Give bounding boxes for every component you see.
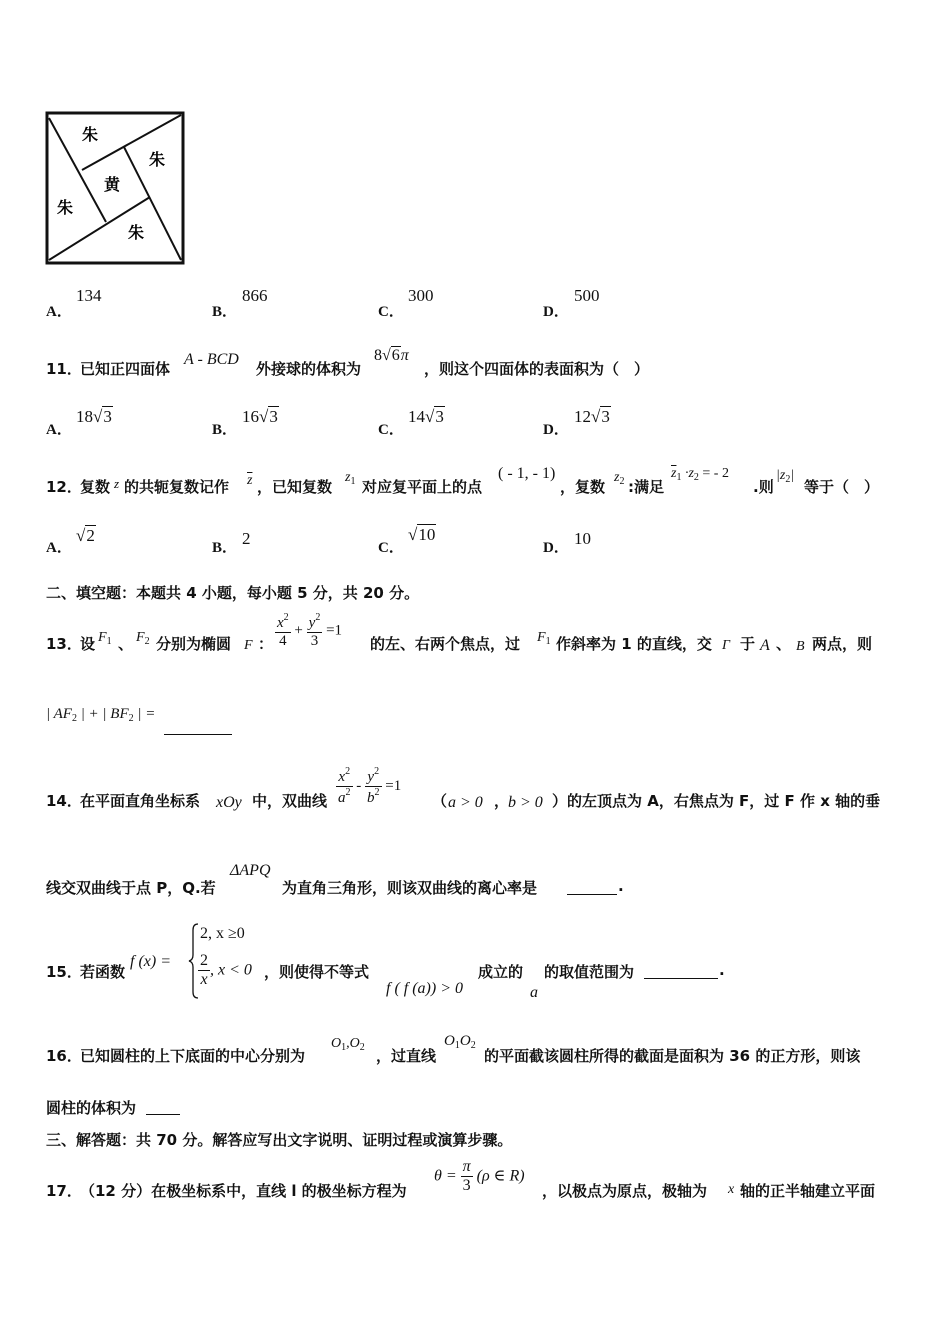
q15-case2-den: x [200,971,208,989]
q12-z1-letter: z [345,470,351,485]
q14-text-4: ， [494,792,510,810]
q11-d-rad: 3 [601,407,610,426]
q14-minus: - [356,778,362,795]
q16-line-o1-sub: 1 [454,1040,460,1051]
q15-text-3: 成立的 [478,963,524,981]
q13-text-9: 两点，则 [812,635,873,653]
q14-line2-text-1: 线交双曲线于点 P，Q.若 [46,879,216,897]
q12-math-z1 [345,470,355,487]
figure-char-right: 朱 [149,150,166,169]
q15-math-ineq: f ( f (a)) > 0 [386,980,463,997]
q13-eq-end: | = [133,706,156,722]
q16-math-o1o2 [331,1036,365,1053]
q16-text-1: 已知圆柱的上下底面的中心分别为 [80,1047,306,1065]
q12-number: 12． [46,478,82,496]
q10-option-b-value: 866 [242,286,268,305]
q11-option-a-label: A． [46,422,72,438]
q14-math-xoy: xOy [216,794,242,811]
q13-F1b-letter: F [537,630,546,645]
q15-case2-cond: , x < 0 [210,961,252,979]
q13-math-B: B [796,639,805,654]
q12-math-equation [671,466,729,483]
q12-math-zbar: $\overline{z}$ [247,473,253,488]
q17-rho: (ρ ∈ R) [476,1167,525,1185]
section-3-heading: 三、解答题：共 70 分。解答应写出文字说明、证明过程或演算步骤。 [46,1131,513,1149]
q11-volume-rad: 6 [391,347,400,364]
q11-c-coef: 14 [408,407,425,426]
q16-answer-blank[interactable] [146,1096,180,1115]
q12-text-6: :满足 [628,478,664,496]
q13-frac1-num: x [277,615,284,631]
q17-text-3: 轴的正半轴建立平面 [740,1182,876,1200]
q13-F1-letter: F [98,630,107,645]
q13-text-4: ： [258,635,274,653]
q16-math-line-o1o2 [444,1033,476,1051]
q12-abs-z2-letter: z [779,468,786,483]
q10-option-d-label: D． [543,304,569,320]
q13-frac1-den: 4 [279,633,287,650]
q13-text-7: 于 [740,635,756,653]
q14-text-5: ）的左顶点为 A，右焦点为 F，过 F 作 x 轴的垂 [552,792,881,810]
q16-line2-text: 圆柱的体积为 [46,1099,137,1117]
q13-text-3: 分别为椭圆 [156,635,232,653]
q17-frac-num: π [461,1158,473,1177]
q14-line2-text-3: . [618,877,624,895]
q13-math-F: F [244,638,253,653]
q13-bf2: | + | BF [76,706,129,722]
q11-number: 11． [46,360,82,378]
q14-math-b: b > 0 [508,794,543,811]
q15-number: 15． [46,963,82,981]
q13-text-1: 设 [80,635,96,653]
q13-text-5: 的左、右两个焦点，过 [370,635,521,653]
q10-option-a-label: A． [46,304,72,320]
q12-option-a-label: A． [46,540,72,556]
q11-option-a-value: 18√3 [76,407,112,426]
q17-text-2: ，以极点为原点，极轴为 [542,1182,708,1200]
q13-text-6: 作斜率为 1 的直线，交 [556,635,712,653]
figure-char-bottom: 朱 [128,223,145,242]
q15-case-2 [198,952,252,990]
q15-answer-blank[interactable] [644,960,718,979]
q12-z2-sub: 2 [619,476,625,487]
q14-math-hyperbola: $\frac{x^2}{a^2}$ - $\frac{y^2}{b^2}$ =1 [338,766,402,807]
q12-text-8: 等于（ ） [804,478,880,496]
q13-frac2-num: y [308,615,316,631]
zhao-shuang-figure [44,110,186,265]
q15-case-1: 2, x ≥0 [200,925,245,942]
figure-char-left: 朱 [57,198,74,217]
q10-option-c-value: 300 [408,286,434,305]
q12-math-z2 [614,470,624,487]
q16-text-3: 的平面截该圆柱所得的截面是面积为 36 的正方形，则该 [484,1047,861,1065]
q11-option-c-label: C． [378,422,404,438]
q12-option-b-value: 2 [242,529,251,548]
q16-o2-sub: 2 [359,1042,365,1053]
q14-frac1-den: a [338,790,346,807]
q12-text-4: 对应复平面上的点 [362,478,483,496]
q13-text-8: 、 [776,635,792,653]
q14-answer-blank[interactable] [567,876,617,895]
q17-frac-den: 3 [462,1177,471,1195]
q13-math-gamma: Γ [722,638,730,653]
q17-text-1: （12 分）在极坐标系中，直线 l 的极坐标方程为 [80,1182,407,1200]
q17-math-x: x [728,1182,735,1197]
q12-eq-dot-z2: ·z [684,466,694,481]
q15-text-1: 若函数 [80,963,126,981]
q15-text-5: . [719,961,725,979]
q12-option-a-value: √2 [76,526,95,545]
q17-number: 17． [46,1182,82,1200]
q15-math-a: a [530,984,538,1001]
q10-option-c-label: C． [378,304,404,320]
q13-text-2: 、 [118,635,134,653]
q10-option-b-label: B． [212,304,238,320]
q13-math-F1b: $F_1$ [537,630,551,647]
q13-math-F2: $F_2$ [136,630,150,647]
q11-text-3: ，则这个四面体的表面积为（ ） [424,360,650,378]
q14-text-1: 在平面直角坐标系 [80,792,201,810]
q12-math-abs-z2: $|z_2|$ [776,468,795,485]
q12-a-rad: 2 [86,526,95,545]
q11-b-coef: 16 [242,407,259,426]
q12-eq-z1bar: $\overline{z}$ [671,466,677,481]
q11-volume-coef: 8 [374,347,382,364]
q11-b-rad: 3 [269,407,278,426]
q12-z2-letter: z [614,470,620,485]
q14-text-3: （ [432,792,448,810]
q13-F2-letter: F [136,630,145,645]
q15-text-4: 的取值范围为 [544,963,635,981]
q16-line-o2: O [459,1033,471,1049]
q13-math-ellipse: $\frac{x^2}{4}$ + $\frac{y^2}{3}$ =1 [277,612,343,650]
q11-c-rad: 3 [435,407,444,426]
section-2-heading: 二、填空题：本题共 4 小题，每小题 5 分，共 20 分。 [46,584,420,602]
q15-case2-num: 2 [198,952,210,971]
figure-svg [44,110,186,265]
q11-text-2: 外接球的体积为 [256,360,362,378]
q12-eq-z1-sub: 1 [676,472,682,483]
q11-a-rad: 3 [103,407,112,426]
q16-number: 16． [46,1047,82,1065]
q10-option-a-value: 134 [76,286,102,305]
q11-option-c-value: 14√3 [408,407,444,426]
q12-abs-z2-sub: 2 [785,474,791,485]
q13-answer-blank[interactable] [164,716,232,735]
q12-text-2: 的共轭复数记作 [124,478,230,496]
q15-text-2: ，则使得不等式 [264,963,370,981]
q12-text-3: ，已知复数 [257,478,333,496]
q13-math-A: A [760,637,770,654]
q14-math-apq: ΔAPQ [230,862,271,879]
q17-math-equation [434,1158,525,1196]
q16-o-letter: O [331,1036,342,1051]
q11-option-d-value: 12√3 [574,407,610,426]
q12-option-d-value: 10 [574,529,591,548]
q12-eq-rhs: = - 2 [698,466,729,481]
q13-plus: + [294,622,303,639]
q13-math-F1: $F_1$ [98,630,112,647]
q16-line-o1: O [444,1033,455,1049]
q17-theta: θ = [434,1167,457,1185]
q12-math-point: ( - 1, - 1) [498,465,556,482]
q12-text-7: .则 [753,478,774,496]
q16-o1-sub: 1 [341,1042,347,1053]
q13-eq: =1 [326,622,343,639]
q11-option-b-label: B． [212,422,238,438]
q13-frac2-den: 3 [310,633,319,650]
q14-frac2-den: b [367,790,375,807]
q14-line2-text-2: 为直角三角形，则该双曲线的离心率是 [282,879,538,897]
q12-math-z: z [114,476,120,491]
q13-af2: | AF [46,706,72,722]
q11-text-1: 已知正四面体 [80,360,171,378]
q16-text-2: ，过直线 [376,1047,437,1065]
figure-char-center: 黄 [104,175,121,194]
q12-option-d-label: D． [543,540,569,556]
q11-a-coef: 18 [76,407,93,426]
q16-line-o2-sub: 2 [470,1040,476,1051]
q12-text-1: 复数 [80,478,111,496]
q10-option-d-value: 500 [574,286,600,305]
q15-math-fx: f (x) = [130,953,171,970]
q12-z1-sub: 1 [350,476,356,487]
q14-number: 14． [46,792,82,810]
q16-oo: ,O [346,1036,360,1051]
q14-frac1-num: x [338,769,346,785]
q11-math-tetrahedron: A - BCD [184,351,239,368]
q13-line2-expression: | $AF_2$ | + | $BF_2$ | = [46,706,156,724]
q11-option-b-value: 16√3 [242,407,278,426]
q11-option-d-label: D． [543,422,569,438]
q13-number: 13． [46,635,82,653]
q14-text-2: 中，双曲线 [252,792,328,810]
q12-option-c-label: C． [378,540,404,556]
q12-option-b-label: B． [212,540,238,556]
q14-math-a: a > 0 [448,794,483,811]
q14-eq: =1 [385,778,402,795]
q12-text-5: ，复数 [560,478,606,496]
q11-volume-pi: π [400,347,409,364]
q11-math-volume: 8√6π [374,347,409,364]
q14-frac2-num: y [367,769,375,785]
q12-c-rad: 10 [418,525,436,544]
q12-option-c-value: √10 [408,525,436,544]
figure-char-top: 朱 [82,125,99,144]
q12-eq-z2-sub: 2 [693,472,699,483]
q11-d-coef: 12 [574,407,591,426]
